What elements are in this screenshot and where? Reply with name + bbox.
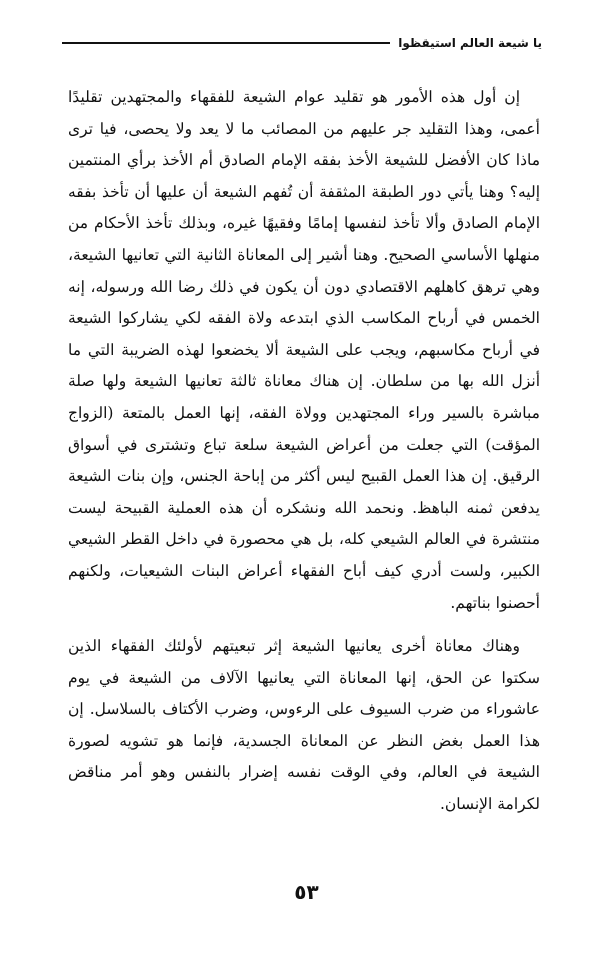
- page-number: ٥٣: [294, 880, 319, 904]
- paragraph-1: إن أول هذه الأمور هو تقليد عوام الشيعة للفقهاء والمجتهدين تقليدًا أعمى، وهذا التقليد جر عليهم من المصائب ما لا يعد ولا يحصى، فيا ترى ماذا كان الأفضل للشيعة الأخذ بفقه الإمام الصادق أم الأخذ برأي المنتمين إليه؟ وهنا يأتي دور الطبقة المثقفة أن تُفهم الشيعة أن عليها أن تأخذ بفقه الإمام الصادق وألا تأخذ لنفسها إمامًا وفقيهًا غيره، وبذلك تأخذ الأحكام من منهلها الأساسي الصحيح. وهنا أشير إلى المعاناة الثانية التي تعانيها الشيعة، وهي ترهق كاهلهم الاقتصادي دون أن يكون في ذلك رضا الله ورسوله، إنه الخمس في أرباح المكاسب الذي ابتدعه ولاة الفقه لكي يشاركوا الشيعة في أرباح مكاسبهم، ويجب على الشيعة ألا يخضعوا لهذه الضريبة التي ما أنزل الله بها من سلطان. إن هناك معاناة ثالثة تعانيها الشيعة ولها صلة مباشرة بالسير وراء المجتهدين وولاة الفقه، إنها العمل بالمتعة (الزواج المؤقت) التي جعلت من أعراض الشيعة سلعة تباع وتشترى في أسواق الرقيق. إن هذا العمل القبيح ليس أكثر من إباحة الجنس، وإن بنات الشيعة يدفعن ثمنه الباهظ. ونحمد الله ونشكره أن هذه العملية القبيحة ليست منتشرة في العالم الشيعي كله، بل هي محصورة في داخل القطر الشيعي الكبير، ولست أدري كيف أباح الفقهاء أعراض البنات الشيعيات، ولكنهم أحصنوا بناتهم.: [68, 88, 540, 612]
- paragraph-2: وهناك معاناة أخرى يعانيها الشيعة إثر تبعيتهم لأولئك الفقهاء الذين سكتوا عن الحق، إنها المعاناة التي يعانيها الآلاف من الشيعة في يوم عاشوراء من ضرب السيوف على الرءوس، وضرب الأكتاف بالسلاسل. إن هذا العمل بغض النظر عن المعاناة الجسدية، فإنما هو تشويه لصورة الشيعة في العالم، وفي الوقت نفسه إضرار بالنفس وهو أمر مناقض لكرامة الإنسان.: [68, 637, 540, 814]
- running-title: يا شيعة العالم استيقظوا: [398, 36, 542, 50]
- running-header: [62, 32, 542, 54]
- header-rule: [62, 42, 390, 44]
- body-text: [68, 82, 540, 821]
